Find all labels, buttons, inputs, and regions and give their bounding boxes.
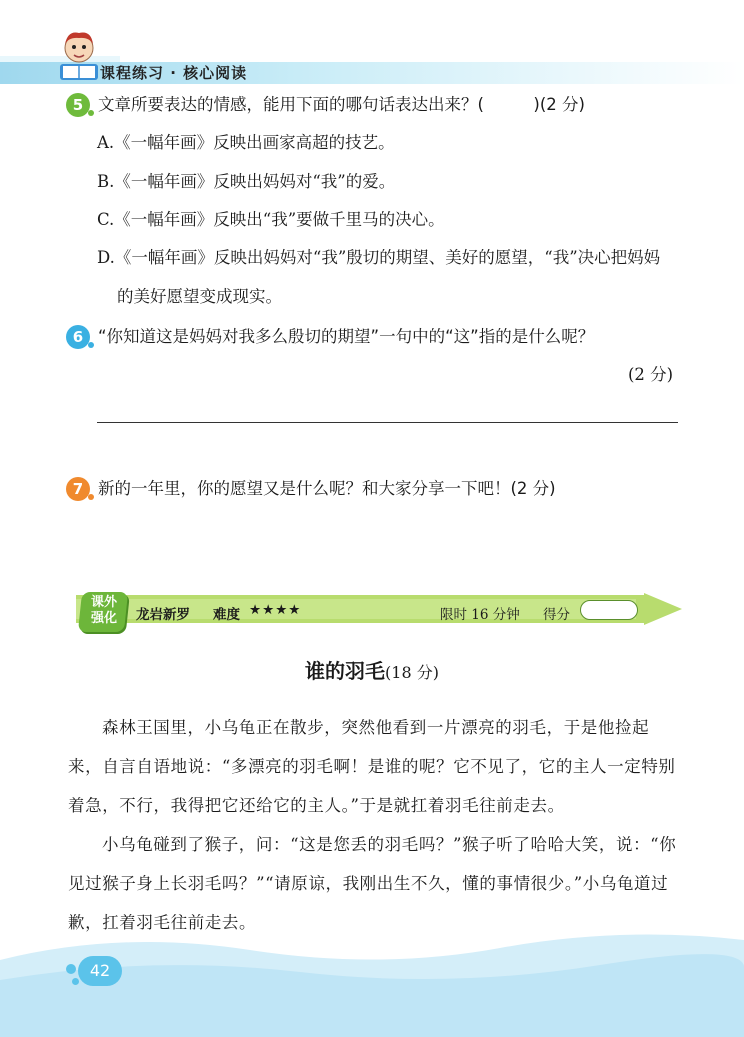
passage-line-4: 小乌龟碰到了猴子，问：“这是您丢的羽毛吗？”猴子听了哈哈大笑，说：“你 <box>102 835 677 854</box>
option-c: C.《一幅年画》反映出“我”要做千里马的决心。 <box>97 210 445 229</box>
passage-points: (18 分) <box>385 663 439 682</box>
passage-line-1: 森林王国里，小乌龟正在散步，突然他看到一片漂亮的羽毛，于是他捡起 <box>102 718 650 737</box>
question-5-marker: 5 <box>66 93 90 117</box>
passage-line-6: 歉，扛着羽毛往前走去。 <box>68 913 257 932</box>
footer-dot <box>66 964 76 974</box>
option-d: D.《一幅年画》反映出妈妈对“我”殷切的期望、美好的愿望，“我”决心把妈妈 <box>97 248 661 267</box>
header-title: 课程练习 · 核心阅读 <box>100 64 248 82</box>
difficulty-stars: ★★★★ <box>249 602 302 618</box>
passage-title <box>0 655 744 684</box>
passage-line-3: 着急，不行，我得把它还给它的主人。”于是就扛着羽毛往前走去。 <box>68 796 565 815</box>
option-b: B.《一幅年画》反映出妈妈对“我”的爱。 <box>97 172 396 191</box>
answer-line[interactable] <box>97 422 678 423</box>
question-5-stem: 文章所要表达的情感，能用下面的哪句话表达出来？( )(2 分) <box>98 95 585 114</box>
badge-line-2: 强化 <box>90 611 117 626</box>
question-7-marker: 7 <box>66 477 90 501</box>
passage-line-5: 见过猴子身上长羽毛吗？”“请原谅，我刚出生不久，懂的事情很少。”小乌龟道过 <box>68 874 669 893</box>
question-7-stem: 新的一年里，你的愿望又是什么呢？和大家分享一下吧！(2 分) <box>98 479 556 498</box>
page-number: 42 <box>78 956 122 986</box>
difficulty-label: 难度 <box>213 607 240 623</box>
reading-child-icon <box>56 28 102 82</box>
score-label: 得分 <box>543 607 570 623</box>
question-6-score: (2 分) <box>628 365 674 384</box>
question-6-marker: 6 <box>66 325 90 349</box>
passage-line-2: 来，自言自语地说：“多漂亮的羽毛啊！是谁的呢？它不见了，它的主人一定特别 <box>68 757 676 776</box>
badge-line-1: 课外 <box>90 595 117 610</box>
passage-title-text: 谁的羽毛 <box>305 659 386 683</box>
footer-dot <box>72 978 79 985</box>
time-limit: 限时 16 分钟 <box>440 607 520 623</box>
source-label: 龙岩新罗 <box>136 607 190 623</box>
score-input-box[interactable] <box>580 600 638 620</box>
question-6-stem: “你知道这是妈妈对我多么殷切的期望”一句中的“这”指的是什么呢？ <box>98 327 595 346</box>
option-a: A.《一幅年画》反映出画家高超的技艺。 <box>97 133 395 152</box>
option-d-continued: 的美好愿望变成现实。 <box>117 287 282 306</box>
